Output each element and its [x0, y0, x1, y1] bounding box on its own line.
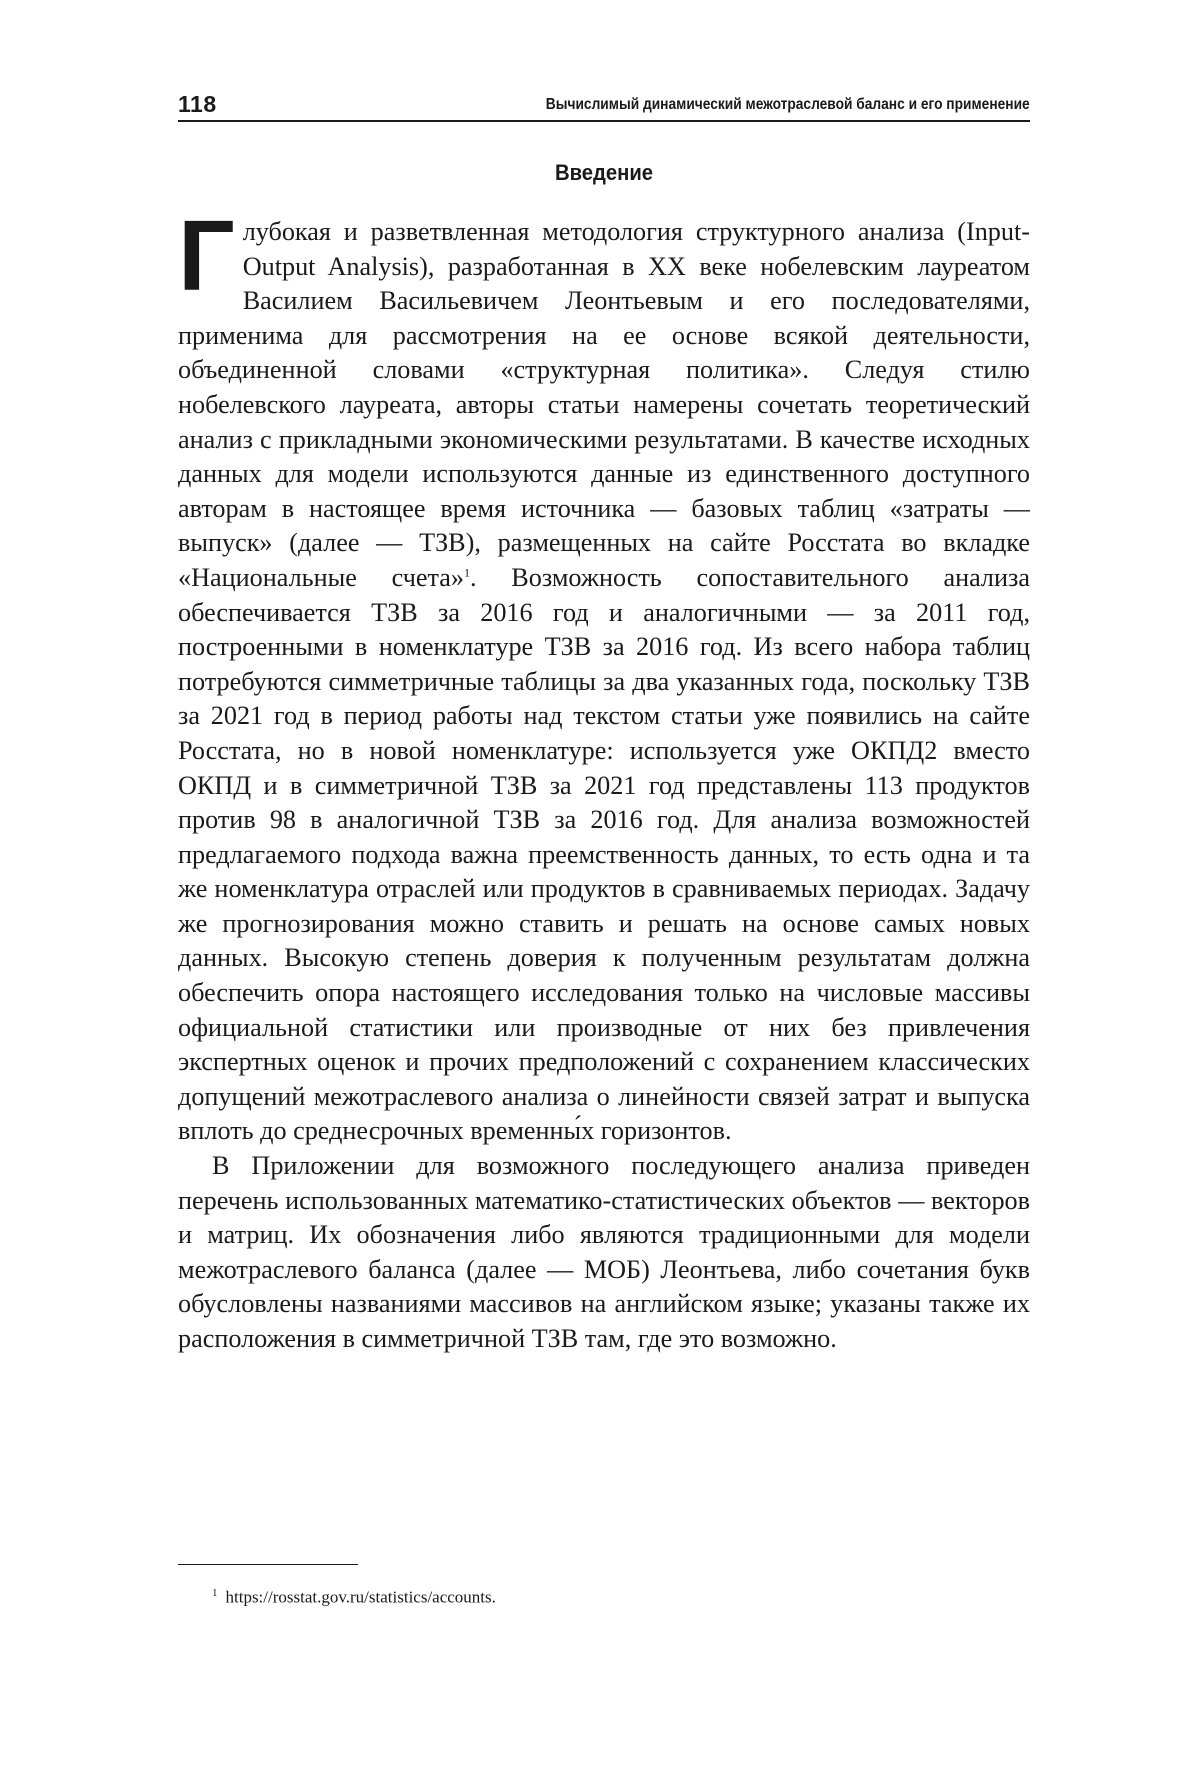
footnote-reference[interactable]: 1	[464, 565, 470, 579]
body-text	[178, 215, 1030, 1357]
paragraph-2: В Приложении для возможного последующего анализа приведен перечень использованных математико-статистических объектов — векторов и матриц. Их обозначения либо являются традиционными для модели межотраслевого баланса (далее — МОБ) Леонтьева, либо сочетания букв обусловлены названиями массивов на английском языке; указаны также их расположения в симметричной ТЗВ там, где это возможно.	[178, 1149, 1030, 1357]
footnote-link[interactable]: https://rosstat.gov.ru/statistics/accounts.	[226, 1588, 496, 1607]
paragraph-1-part-2: . Возможность сопоставительного анализа обеспечивается ТЗВ за 2016 год и аналогичными — за 2011 год, построенными в номенклатуре ТЗВ за 2016 год. Из всего набора таблиц потребуются симметричные таблицы за два указанных года, поскольку ТЗВ за 2021 год в период работы над текстом статьи уже появились на сайте Росстата, но в новой номенклатуре: используется уже ОКПД2 вместо ОКПД и в симметричной ТЗВ за 2021 год представлены 113 продуктов против 98 в аналогичной ТЗВ за 2016 год. Для анализа возможностей предлагаемого подхода важна преемственность данных, то есть одна и та же номенклатура отраслей или продуктов в сравниваемых периодах. Задачу же прогнозирования можно ставить и решать на основе самых новых данных. Высокую степень доверия к полученным результатам должна обеспечить опора настоящего исследования только на числовые массивы официальной статистики или производные от них без привлечения экспертных оценок и прочих предположений с сохранением классических допущений межотраслевого анализа о линейности связей затрат и выпуска вплоть до среднесрочных временны́х горизонтов.	[178, 563, 1030, 1146]
running-head	[178, 86, 1030, 122]
section-title: Введение	[212, 160, 996, 186]
page-number: 118	[178, 91, 217, 118]
paragraph-1	[178, 215, 1030, 1149]
book-page	[178, 0, 1030, 1786]
paragraph-1-part-1: лубокая и разветвленная методология структурного анализа (Input-Output Analysis), разработанная в XX веке нобелевским лауреатом Василием Васильевичем Леонтьевым и его последователями, применима для рассмотрения на ее основе всякой деятельности, объединенной словами «структурная политика». Следуя стилю нобелевского лауреата, авторы статьи намерены сочетать теоретический анализ с прикладными экономическими результатами. В качестве исходных данных для модели используются данные из единственного доступного авторам в настоящее время источника — базовых таблиц «затраты — выпуск» (далее — ТЗВ), размещенных на сайте Росстата во вкладке «Национальные счета»	[178, 217, 1030, 592]
running-title: Вычислимый динамический межотраслевой баланс и его применение	[546, 96, 1030, 114]
footnote-divider	[178, 1564, 358, 1565]
drop-cap: Г	[178, 219, 235, 311]
footnote-marker: 1	[212, 1587, 218, 1599]
footnote	[212, 1582, 496, 1609]
